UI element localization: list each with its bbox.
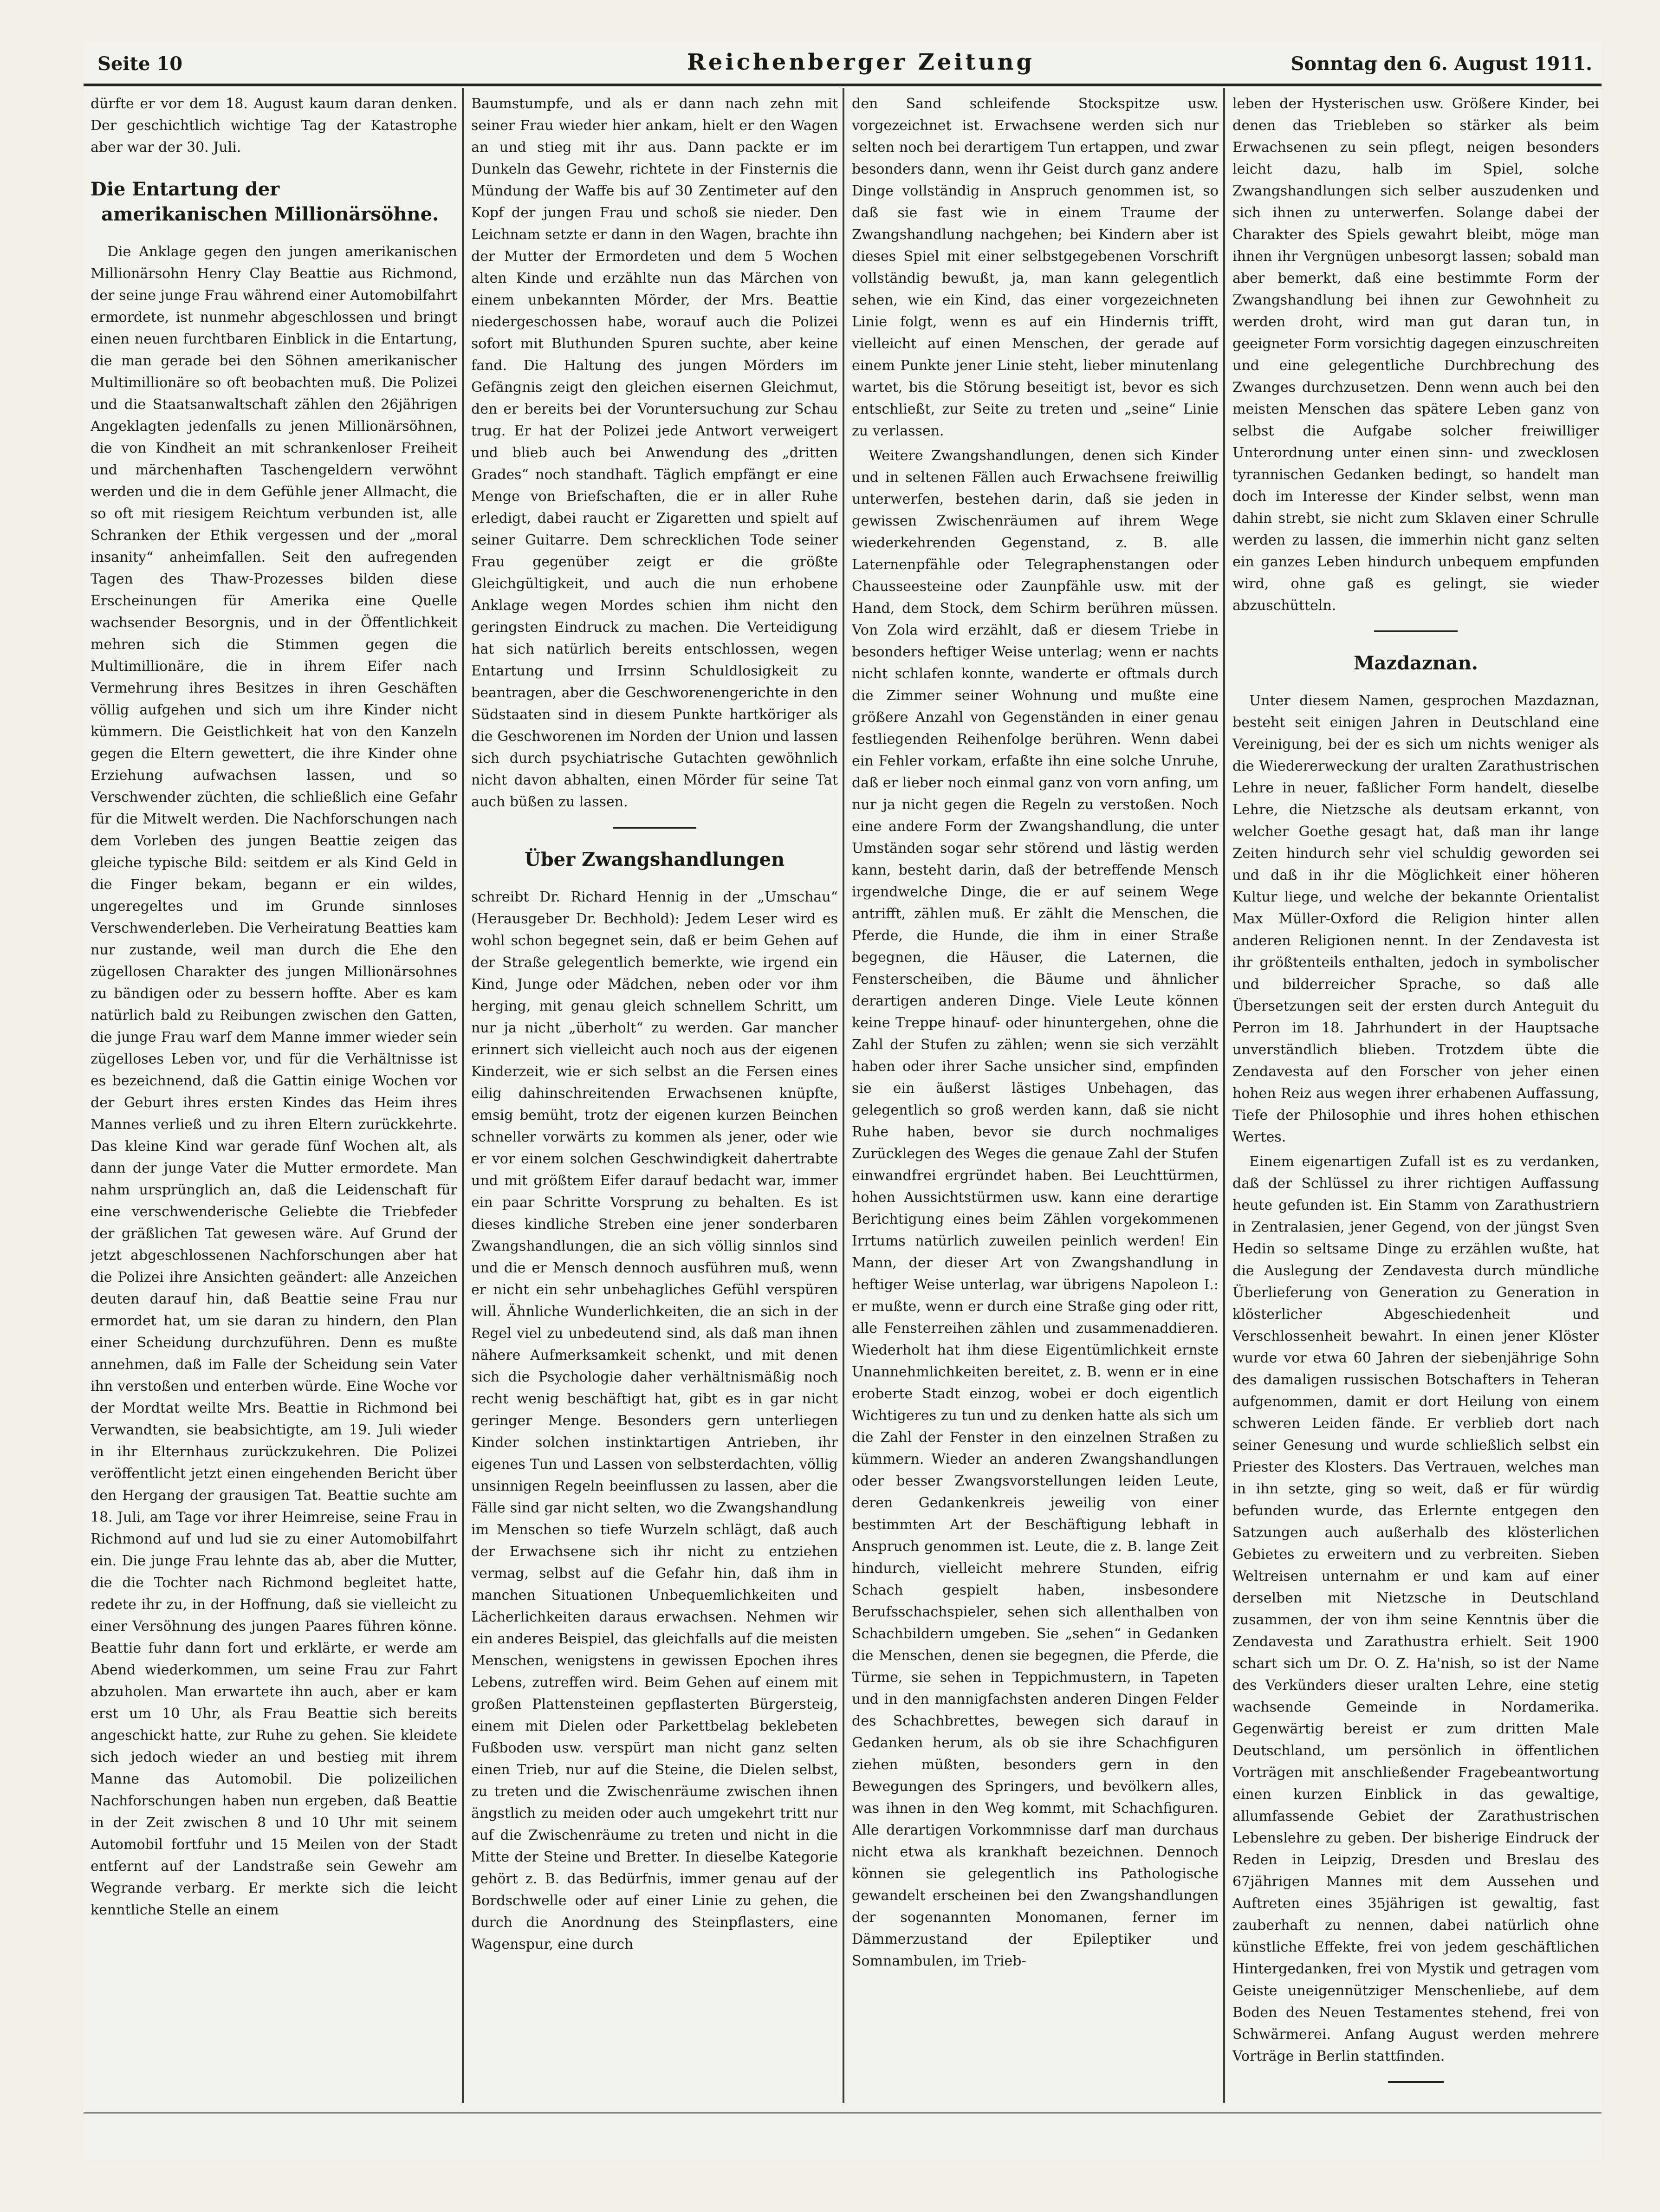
article-body: Baumstumpfe, und als er dann nach zehn mit seiner Frau wieder hier ankam, hielt er den Wagen an und stieg mit ihr aus. Dann packte er im Dunkeln das Gewehr, richtete in der Finsternis die Mündung der Waffe bis auf 30 Zentimeter auf den Kopf der jungen Frau und schoß sie nieder. Den Leichnam setzte er dann in den Wagen, brachte ihn der Mutter der Ermordeten und dem 5 Wochen alten Kinde und erzählte nun das Märchen von einem unbekannten Mörder, der Mrs. Beattie niedergeschossen habe, worauf auch die Polizei sofort mit Bluthunden Spuren suchte, aber keine fand. Die Haltung des jungen Mörders im Gefängnis zeigt den gleichen eisernen Gleichmut, den er bereits bei der Voruntersuchung zur Schau trug. Er hat der Polizei jede Antwort verweigert und blieb auch bei Anwendung des „dritten Grades“ noch standhaft. Täglich empfängt er eine Menge von Briefschaften, die er in aller Ruhe erledigt, dabei raucht er Zigaretten und spielt auf seiner Guitarre. Dem schrecklichen Tode seiner Frau gegenüber zeigt er die größte Gleichgültigkeit, und auch die nun erhobene Anklage wegen Mordes schien ihm nicht den geringsten Eindruck zu machen. Die Verteidigung hat sich natürlich bereits entschlossen, wegen Entartung und Irrsinn Schuldlosigkeit zu beantragen, aber die Geschworenengerichte in den Südstaaten sind in diesem Punkte hartköriger als die Geschworenen im Norden der Union und lassen sich durch psychiatrische Gutachten gewöhnlich nicht davon abhalten, einen Mörder für seine Tat auch büßen zu lassen. bbox=[471, 96, 838, 810]
newspaper-page bbox=[84, 42, 1602, 2159]
article-body: schreibt Dr. Richard Hennig in der „Umschau“ (Herausgeber Dr. Bechhold): Jedem Leser wird es wohl schon begegnet sein, daß er beim Gehen auf der Straße gelegentlich bemerkte, wie irgend ein Kind, Junge oder Mädchen, neben oder vor ihm herging, mit genau gleich schnellem Schritt, um nur ja nicht „überholt“ zu werden. Gar mancher erinnert sich vielleicht auch noch aus der eigenen Kinderzeit, wie er sich selbst an die Fersen eines eilig dahinschreitenden Erwachsenen knüpfte, emsig bemüht, trotz der eigenen kurzen Beinchen schneller vorwärts zu kommen als jener, oder wie er vor einem solchen Geschwindigkeit dahertrabte und mit größtem Eifer darauf bedacht war, immer ein paar Schritte Vorsprung zu behalten. Es ist dieses kindliche Streben eine jener sonderbaren Zwangshandlungen, die an sich völlig sinnlos sind und die er Mensch dennoch ausführen muß, wenn er nicht ein sehr unbehagliches Gefühl verspüren will. Ähnliche Wunderlichkeiten, die an sich in der Regel viel zu unbedeutend sind, als daß man ihnen nähere Aufmerksamkeit schenkt, und mit denen sich die Psychologie daher verhältnismäßig noch recht wenig beschäftigt hat, gibt es in gar nicht geringer Menge. Besonders gern unterliegen Kinder solchen instinktartigen Antrieben, ihr eigenes Tun und Lassen von selbsterdachten, völlig unsinnigen Regeln beeinflussen zu lassen, aber die Fälle sind gar nicht selten, wo die Zwangshandlung im Menschen so tiefe Wurzeln schlägt, daß auch der Erwachsene sich ihr nicht zu entziehen vermag, selbst auf die Gefahr hin, daß ihm in manchen Situationen Unbequemlichkeiten und Lächerlichkeiten daraus erwachsen. Nehmen wir ein anderes Beispiel, das gleichfalls auf die meisten Menschen, wenigstens in gewissen Epochen ihres Lebens, zutreffen wird. Beim Gehen auf einem mit großen Plattensteinen gepflasterten Bürgersteig, einem mit Dielen oder Parkettbelag beklebeten Fußboden usw. verspürt man nicht ganz selten einen Trieb, nur auf die Steine, die Dielen selbst, zu treten und die Zwischenräume zwischen ihnen ängstlich zu meiden oder auch umgekehrt tritt nur auf die Zwischenräume zu treten und nicht in die Mitte der Steine und Bretter. In dieselbe Kategorie gehört z. B. das Bedürfnis, immer genau auf der Bordschwelle oder auf einer Linie zu gehen, die durch die Anordnung des Steinpflasters, eine Wagenspur, eine durch bbox=[471, 889, 838, 1953]
article-separator bbox=[1374, 630, 1458, 632]
column-3 bbox=[852, 93, 1219, 2135]
article-separator bbox=[613, 827, 696, 829]
article-heading-millionaires bbox=[91, 177, 457, 227]
continued-text: dürfte er vor dem 18. August kaum daran denken. Der geschichtlich wichtige Tag der Katastrophe aber war der 30. Juli. bbox=[91, 96, 457, 156]
heading-line-1: Die Entartung der bbox=[91, 178, 280, 200]
column-divider bbox=[843, 88, 844, 2103]
column-2 bbox=[471, 93, 838, 2135]
article-body: Einem eigenartigen Zufall ist es zu verdanken, daß der Schlüssel zu ihrer richtigen Auffassung heute gefunden ist. Ein Stamm von Zarathustriern in Zentralasien, jener Gegend, von der jüngst Sven Hedin so seltsame Dinge zu erzählen wußte, hat die Auslegung der Zendavesta durch mündliche Überlieferung von Generation zu Generation in klösterlicher Abgeschiedenheit und Verschlossenheit bewahrt. In einen jener Klöster wurde vor etwa 60 Jahren der siebenjährige Sohn des damaligen russischen Botschafters in Teheran aufgenommen, damit er dort Heilung von einem schweren Leiden fände. Er verblieb dort nach seiner Genesung und wurde schließlich selbst ein Priester des Klosters. Das Vertrauen, welches man in ihn setzte, ging so weit, daß er für würdig befunden wurde, das Erlernte entgegen den Satzungen auch außerhalb des klösterlichen Gebietes zu erweitern und zu verbreiten. Sieben Weltreisen unternahm er und kam auf einer derselben mit Nietzsche in Deutschland zusammen, der von ihm seine Kenntnis über die Zendavesta und Zarathustra erhielt. Seit 1900 schart sich um Dr. O. Z. Ha'nish, so ist der Name des Verkünders dieser uralten Lehre, eine stetig wachsende Gemeinde in Nordamerika. Gegenwärtig bereist er zum dritten Male Deutschland, um persönlich in öffentlichen Vorträgen mit anschließender Fragebeantwortung einen kurzen Einblick in das gewaltige, allumfassende Gebiet der Zarathustrischen Lebenslehre zu geben. Der bisherige Eindruck der Reden in Leipzig, Dresden und Breslau des 67jährigen Mannes mit dem Aussehen und Auftreten eines 35jährigen ist gewaltig, fast zauberhaft zu nennen, dabei natürlich ohne künstliche Effekte, frei von jedem geschäftlichen Hintergedanken, frei von Mystik und getragen vom Geiste uneigennütziger Menschenliebe, auf dem Boden des Neuen Testamentes stehend, frei von Schwärmerei. Anfang August werden mehrere Vorträge in Berlin stattfinden. bbox=[1232, 1154, 1599, 2064]
page-number: Seite 10 bbox=[97, 53, 183, 75]
article-body: den Sand schleifende Stockspitze usw. vorgezeichnet ist. Erwachsene werden sich nur selten noch bei derartigem Tun ertappen, und zwar besonders dann, wenn ihr Geist durch ganz andere Dinge vollständig in Anspruch genommen ist, so daß sie fast wie in einem Traume der Zwangshandlung nachgehen; bei Kindern aber ist dieses Spiel mit einer selbstgegebenen Vorschrift vollständig bewußt, ja, man kann gelegentlich sehen, wie ein Kind, das einer vorgezeichneten Linie folgt, wenn es auf ein Hindernis trifft, vielleicht auf einen Menschen, der gerade auf einem Punkte jener Linie steht, lieber minutenlang wartet, bis die Störung beseitigt ist, bevor es sich entschließt, zur Seite zu treten und „seine“ Linie zu verlassen. bbox=[852, 96, 1219, 439]
column-divider bbox=[462, 88, 464, 2103]
issue-date: Sonntag den 6. August 1911. bbox=[1290, 53, 1592, 75]
article-body: leben der Hysterischen usw. Größere Kinder, bei denen das Triebleben so stärker als beim Erwachsenen zu sein pflegt, neigen besonders leicht dazu, halb im Spiel, solche Zwangshandlungen sich selber auszudenken und sich ihnen zu unterwerfen. Solange dabei der Charakter des Spiels gewahrt bleibt, möge man ihnen ihr Vergnügen unbesorgt lassen; sobald man aber bemerkt, daß eine bestimmte Form der Zwangshandlung bei ihnen zur Gewohnheit zu werden droht, wird man gut daran tun, in geeigneter Form vorsichtig dagegen einzuschreiten und eine gelegentliche Durchbrechung des Zwanges durchzusetzen. Denn wenn auch bei den meisten Menschen das spätere Leben ganz von selbst die Aufgabe solcher freiwilliger Unterordnung unter einen sinn- und zwecklosen tyrannischen Gedanken bedingt, so handelt man doch im Interesse der Kinder selbst, wenn man dahin strebt, sie nicht zum Sklaven einer Schrulle werden zu lassen, die immerhin nicht ganz selten ein ganzes Leben hindurch unbequem empfunden wird, ohne gaß es gelingt, sie wieder abzuschütteln. bbox=[1232, 96, 1599, 614]
column-1 bbox=[91, 93, 457, 2135]
article-heading-mazdaznan: Mazdaznan. bbox=[1354, 652, 1478, 674]
column-4 bbox=[1232, 93, 1599, 2135]
masthead: Reichenberger Zeitung bbox=[687, 49, 1035, 75]
article-body: Die Anklage gegen den jungen amerikanischen Millionärsohn Henry Clay Beattie aus Richmond, der seine junge Frau während einer Automobilfahrt ermordete, ist nunmehr abgeschlossen und bringt einen neuen furchtbaren Einblick in die Entartung, die man gerade bei den Söhnen amerikanischer Multimillionäre so oft beobachten muß. Die Polizei und die Staatsanwaltschaft zählen den 26jährigen Angeklagten jedenfalls zu jenen Millionärsöhnen, die von Kindheit an mit schrankenloser Freiheit und märchenhaften Taschengeldern verwöhnt werden und die in dem Gefühle jener Allmacht, die so oft mit riesigem Reichtum verbunden ist, alle Schranken der Ethik vergessen und der „moral insanity“ anheimfallen. Seit den aufregenden Tagen des Thaw-Prozesses bilden diese Erscheinungen für Amerika eine Quelle wachsender Besorgnis, und in der Öffentlichkeit mehren sich die Stimmen gegen die Multimillionäre, die in ihrem Eifer nach Vermehrung ihres Besitzes in ihren Geschäften völlig aufgehen und sich um ihre Kinder nicht kümmern. Die Geistlichkeit hat von den Kanzeln gegen die Eltern gewettert, die ihre Kinder ohne Erziehung aufwachsen lassen, und so Verschwender züchten, die schließlich eine Gefahr für die Mitwelt werden. Die Nachforschungen nach dem Vorleben des jungen Beattie zeigen das gleiche typische Bild: seitdem er als Kind Geld in die Finger bekam, begann er ein wildes, ungeregeltes und im Grunde sinnloses Verschwenderleben. Die Verheiratung Beatties kam nur zustande, weil man durch die Ehe den zügellosen Charakter des jungen Millionärsohnes zu bändigen oder zu bessern hoffte. Aber es kam natürlich bald zu Reibungen zwischen den Gatten, die junge Frau warf dem Manne immer wieder sein zügelloses Leben vor, und für die Verhältnisse ist es bezeichnend, daß die Gattin einige Wochen vor der Geburt ihres ersten Kindes das Heim ihres Mannes verließ und zu ihren Eltern zurückkehrte. Das kleine Kind war gerade fünf Wochen alt, als dann der junge Vater die Mutter ermordete. Man nahm ursprünglich an, daß die Leidenschaft für eine verschwenderische Geliebte die Triebfeder der gräßlichen Tat gewesen wäre. Auf Grund der jetzt abgeschlossenen Nachforschungen aber hat die Polizei ihre Ansichten geändert: alle Anzeichen deuten darauf hin, daß Beattie seine Frau nur ermordet hat, um sie daran zu hindern, den Plan einer Scheidung durchzuführen. Denn es mußte annehmen, daß im Falle der Scheidung sein Vater ihn verstoßen und enterben würde. Eine Woche vor der Mordtat weilte Mrs. Beattie in Richmond bei Verwandten, sie beabsichtigte, am 19. Juli wieder in ihr Elternhaus zurückzukehren. Die Polizei veröffentlicht jetzt einen eingehenden Bericht über den Hergang der grausigen Tat. Beattie suchte am 18. Juli, am Tage vor ihrer Heimreise, seine Frau in Richmond auf und lud sie zu einer Automobilfahrt ein. Die junge Frau lehnte das ab, aber die Mutter, die die Tochter nach Richmond begleitet hatte, redete ihr zu, in der Hoffnung, daß sie vielleicht zu einer Versöhnung des jungen Paares führen könne. Beattie fuhr dann fort und erklärte, er werde am Abend wiederkommen, um seine Frau zur Fahrt abzuholen. Man erwartete ihn auch, aber er kam erst um 10 Uhr, als Frau Beattie sich bereits angeschickt hatte, zur Ruhe zu gehen. Sie kleidete sich jedoch wieder an und bestieg mit ihrem Manne das Automobil. Die polizeilichen Nachforschungen haben nun ergeben, daß Beattie in der Zeit zwischen 8 und 10 Uhr mit seinem Automobil fortfuhr und 15 Meilen von der Stadt entfernt auf der Landstraße sein Gewehr am Wegrande verbarg. Er merkte sich die leicht kenntliche Stelle an einem bbox=[91, 244, 457, 1918]
bottom-rule bbox=[84, 2112, 1602, 2114]
page-header bbox=[84, 42, 1602, 84]
column-divider bbox=[1223, 88, 1225, 2103]
header-rule bbox=[84, 84, 1602, 86]
article-heading-compulsions: Über Zwangshandlungen bbox=[524, 849, 785, 870]
article-body: Weitere Zwangshandlungen, denen sich Kinder und in seltenen Fällen auch Erwachsene freiwillig unterwerfen, bestehen darin, daß sie jeden in gewissen Zwischenräumen auf ihrem Wege wiederkehrenden Gegenstand, z. B. alle Laternenpfähle oder Telegraphenstangen oder Chausseesteine oder Zaunpfähle usw. mit der Hand, dem Stock, dem Schirm berühren müssen. Von Zola wird erzählt, daß er diesem Triebe in besonders heftiger Weise unterlag; wenn er nachts nicht schlafen konnte, wanderte er oftmals durch die Zimmer seiner Wohnung und mußte eine größere Anzahl von Gegenständen in einer genau festliegenden Reihenfolge berühren. Wenn dabei ein Fehler vorkam, erfaßte ihn eine solche Unruhe, daß er lieber noch einmal ganz von vorn anfing, um nur ja nicht gegen die Regeln zu verstoßen. Noch eine andere Form der Zwangshandlung, die unter Umständen sogar sehr störend und lästig werden kann, besteht darin, daß der betreffende Mensch irgendwelche Dinge, die er auf seinem Wege antrifft, zählen muß. Er zählt die Menschen, die Pferde, die Hunde, die ihm in einer Straße begegnen, die Häuser, die Laternen, die Fensterscheiben, die Bäume und ähnlicher derartigen anderen Dinge. Viele Leute können keine Treppe hinauf- oder hinuntergehen, ohne die Zahl der Stufen zu zählen; wenn sie sich verzählt haben oder ihrer Sache unsicher sind, empfinden sie ein äußerst lästiges Unbehagen, das gelegentlich so groß werden kann, daß sie nicht Ruhe haben, bevor sie durch nochmaliges Zurücklegen des Weges die genaue Zahl der Stufen einwandfrei ergründet haben. Bei Leuchttürmen, hohen Aussichtstürmen usw. kann eine derartige Berichtigung eines beim Zählen vorgekommenen Irrtums natürlich zuweilen peinlich werden! Ein Mann, der dieser Art von Zwangshandlung in heftiger Weise unterlag, war übrigens Napoleon I.: er mußte, wenn er durch eine Straße ging oder ritt, alle Fensterreihen zählen und zusammenaddieren. Wiederholt hat ihm diese Eigentümlichkeit ernste Unannehmlichkeiten bereitet, z. B. wenn er in eine eroberte Stadt einzog, wobei er doch eigentlich Wichtigeres zu tun und zu denken hatte als sich um die Zahl der Fenster in den einzelnen Straßen zu kümmern. Wieder an anderen Zwangshandlungen oder besser Zwangsvorstellungen leiden Leute, deren Gedankenkreis jeweilig von einer bestimmten Art der Beschäftigung lebhaft in Anspruch genommen ist. Leute, die z. B. lange Zeit hindurch, vielleicht mehrere Stunden, eifrig Schach gespielt haben, insbesondere Berufsschachspieler, sehen sich allenthalben von Schachbildern umgeben. Sie „sehen“ in Gedanken die Menschen, denen sie begegnen, die Pferde, die Türme, sie sehen in Teppichmustern, in Tapeten und in den mannigfachsten anderen Dingen Felder des Schachbrettes, bewegen sich darauf in Gedanken herum, als ob sie ihre Schachfiguren ziehen müßten, besonders gern in den Bewegungen des Springers, und bevölkern alles, was ihnen in den Weg kommt, mit Schachfiguren. Alle derartigen Vorkommnisse darf man durchaus nicht etwa als krankhaft bezeichnen. Dennoch können sie gelegentlich ins Pathologische gewandelt erscheinen bei den Zwangshandlungen der sogenannten Monomanen, ferner im Dämmerzustand der Epileptiker und Somnambulen, im Trieb- bbox=[852, 448, 1219, 1969]
article-end-rule bbox=[1388, 2081, 1444, 2083]
article-body: Unter diesem Namen, gesprochen Mazdaznan, besteht seit einigen Jahren in Deutschland eine Vereinigung, bei der es sich um nichts weniger als die Wiedererweckung der uralten Zarathustrischen Lehre in neuer, faßlicher Form handelt, dieselbe Lehre, die Nietzsche als deutsam erkannt, von welcher Goethe gesagt hat, daß man ihr lange Zeiten hindurch sehr viel schuldig geworden sei und daß in ihr die Möglichkeit einer höheren Kultur liege, und welche der bekannte Orientalist Max Müller-Oxford die Religion hinter allen anderen Religionen nennt. In der Zendavesta ist ihr größtenteils enthalten, jedoch in symbolischer und bilderreicher Sprache, so daß alle Übersetzungen seit der ersten durch Anteguit du Perron im 18. Jahrhundert in der Hauptsache unverständlich blieben. Trotzdem übte die Zendavesta auf den Forscher von jeher einen hohen Reiz aus wegen ihrer erhabenen Auffassung, Tiefe der Philosophie und ihres hohen ethischen Wertes. bbox=[1232, 693, 1599, 1145]
heading-line-2: amerikanischen Millionärsöhne. bbox=[101, 203, 439, 225]
